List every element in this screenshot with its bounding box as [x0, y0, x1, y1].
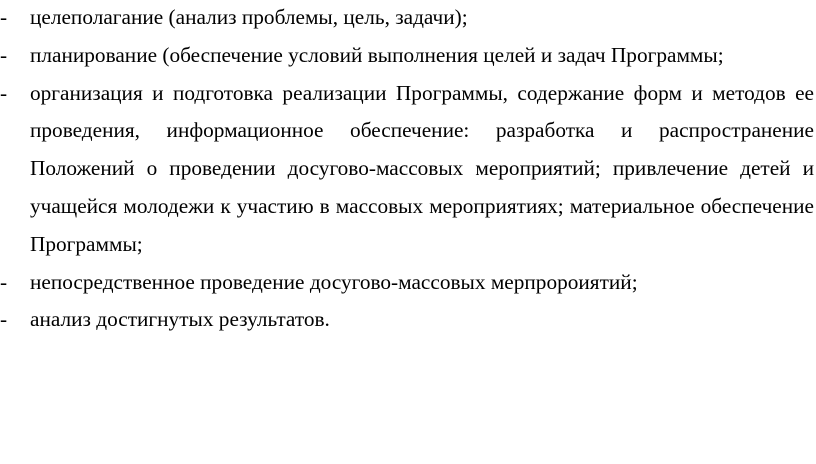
list-item-text: планирование (обеспечение условий выполнения целей и задач Программы; [30, 42, 724, 67]
list-bullet: - [0, 5, 8, 29]
list-item-text: непосредственное проведение досугово-массовых мерпророиятий; [30, 269, 638, 294]
list-item [0, 301, 814, 339]
list-bullet: - [0, 42, 8, 67]
list-item-text: организация и подготовка реализации Программы, содержание форм и методов ее проведения, информационное обеспечение: разработка и распространение Положений о проведении досугово-массовых мероприятий; привлечение детей и учащейся молодежи к участию в массовых мероприятиях; материальное обеспечение Программы; [30, 80, 814, 256]
list-bullet: - [0, 80, 8, 105]
list-item-text: анализ достигнутых результатов. [30, 307, 330, 332]
list-item-text: целеполагание (анализ проблемы, цель, задачи); [30, 5, 468, 29]
list-item [0, 37, 814, 75]
list-item [0, 75, 814, 264]
list-item [0, 0, 814, 37]
list-bullet: - [0, 307, 8, 332]
list-item [0, 264, 814, 302]
list-bullet: - [0, 269, 8, 294]
